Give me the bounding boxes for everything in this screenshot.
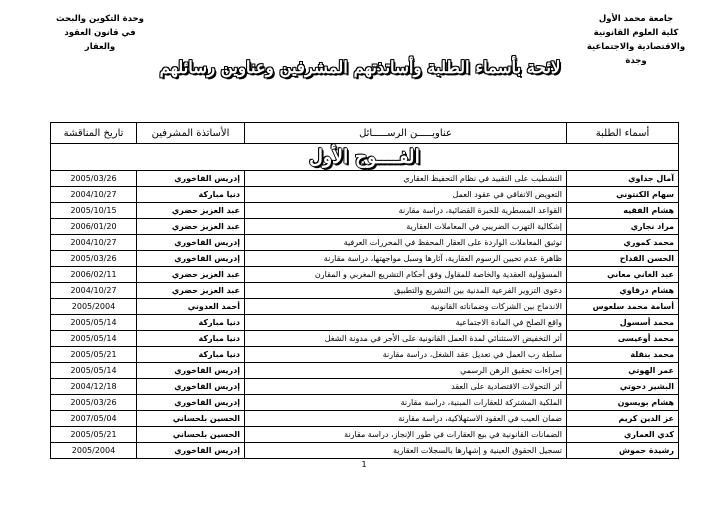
defense-date: 2007/05/04 [51, 411, 137, 427]
table-row [51, 267, 679, 283]
column-header-date: تاريخ المناقشة [51, 123, 137, 144]
supervisor-name: الحسين بلحساني [137, 427, 245, 443]
defense-date: 2005/2004 [51, 299, 137, 315]
thesis-title: واقع الصلح في المادة الاجتماعية [245, 315, 567, 331]
student-name: محمد كموري [567, 235, 679, 251]
defense-date: 2004/10/27 [51, 283, 137, 299]
defense-date: 2005/05/14 [51, 331, 137, 347]
table-row [51, 171, 679, 187]
thesis-title: ضمان العيب في العقود الاستهلاكية، دراسة مقارنة [245, 411, 567, 427]
student-name: أسامة محمد سلعوس [567, 299, 679, 315]
header-line: وحدة التكوين والبحث [56, 14, 144, 24]
supervisor-name: إدريس الفاخوري [137, 443, 245, 459]
supervisor-name: دنيا مباركة [137, 347, 245, 363]
section-title: الفــــوج الأول [51, 144, 679, 171]
table-row [51, 331, 679, 347]
supervisor-name: إدريس الفاخوري [137, 395, 245, 411]
table-row [51, 379, 679, 395]
supervisor-name: إدريس الفاخوري [137, 171, 245, 187]
thesis-title: إشكالية التهرب الضريبي في المعاملات العقارية [245, 219, 567, 235]
supervisor-name: عبد العزيز حضري [137, 219, 245, 235]
supervisor-name: عبد العزيز حضري [137, 283, 245, 299]
students-table [50, 122, 679, 459]
defense-date: 2004/10/27 [51, 235, 137, 251]
thesis-title: الاندماج بين الشركات وضماناته القانونية [245, 299, 567, 315]
defense-date: 2006/01/20 [51, 219, 137, 235]
university-header [576, 12, 696, 68]
student-name: هشام الفقيه [567, 203, 679, 219]
student-name: عز الدين كريم [567, 411, 679, 427]
student-name: رشيدة حموش [567, 443, 679, 459]
table-row [51, 363, 679, 379]
defense-date: 2005/2004 [51, 443, 137, 459]
supervisor-name: الحسين بلحساني [137, 411, 245, 427]
defense-date: 2005/10/15 [51, 203, 137, 219]
student-name: الحسن القداح [567, 251, 679, 267]
supervisor-name: إدريس الفاخوري [137, 363, 245, 379]
student-name: البشير دحوتي [567, 379, 679, 395]
table-row [51, 251, 679, 267]
student-name: محمد أوعيسى [567, 331, 679, 347]
table-row [51, 235, 679, 251]
supervisor-name: عبد العزيز حضري [137, 203, 245, 219]
supervisor-name: أحمد العدوني [137, 299, 245, 315]
student-name: آمال جداوي [567, 171, 679, 187]
defense-date: 2005/05/21 [51, 427, 137, 443]
header-line: والاقتصادية والاجتماعية [586, 42, 686, 52]
defense-date: 2005/05/21 [51, 347, 137, 363]
student-name: سهام الكنتوني [567, 187, 679, 203]
defense-date: 2005/05/14 [51, 363, 137, 379]
student-name: هشام درقاوي [567, 283, 679, 299]
table-row [51, 411, 679, 427]
defense-date: 2005/03/26 [51, 395, 137, 411]
column-header-name: أسماء الطلبة [567, 123, 679, 144]
thesis-title: التعويض الاتفاقي في عقود العمل [245, 187, 567, 203]
thesis-title: دعوى التزوير الفرعية المدنية بين التشريع والتطبيق [245, 283, 567, 299]
student-name: مراد نجاري [567, 219, 679, 235]
table-row [51, 395, 679, 411]
column-header-supervisor: الأساتذة المشرفين [137, 123, 245, 144]
supervisor-name: دنيا مباركة [137, 315, 245, 331]
section-row [51, 144, 679, 171]
supervisor-name: دنيا مباركة [137, 331, 245, 347]
thesis-title: المسؤولية العقدية والخاصة للمقاول وفق أحكام التشريع المغربي و المقارن [245, 267, 567, 283]
table-row [51, 347, 679, 363]
student-name: محمد أسسول [567, 315, 679, 331]
thesis-title: أثر التخفيض الاستثنائي لمدة العمل القانونية على الأجر في مدونة الشغل [245, 331, 567, 347]
supervisor-name: إدريس الفاخوري [137, 251, 245, 267]
defense-date: 2004/10/27 [51, 187, 137, 203]
student-name: عمر الهوتي [567, 363, 679, 379]
thesis-title: توثيق المعاملات الواردة على العقار المحفظ في المحررات العرفية [245, 235, 567, 251]
page-number: 1 [361, 460, 367, 469]
defense-date: 2005/03/26 [51, 171, 137, 187]
defense-date: 2004/12/18 [51, 379, 137, 395]
thesis-title: القواعد المسطرية للخبرة القضائية، دراسة مقارنة [245, 203, 567, 219]
table-row [51, 219, 679, 235]
header-line: جامعة محمد الأول [598, 14, 674, 24]
table-row [51, 427, 679, 443]
supervisor-name: إدريس الفاخوري [137, 235, 245, 251]
column-header-title: عناويـــــن الرســـــائل [245, 123, 567, 144]
table-row [51, 203, 679, 219]
thesis-title: الملكية المشتركة للعقارات المبنية، دراسة مقارنة [245, 395, 567, 411]
document-title: لائحة بأسماء الطلبة وأساتذتهم المشرفين وعناوين رسائلهم [159, 58, 561, 77]
unit-header [30, 12, 170, 54]
thesis-title: إجراءات تحقيق الرهن الرسمي [245, 363, 567, 379]
table-row [51, 187, 679, 203]
thesis-title: ظاهرة عدم تحيين الرسوم العقارية، آثارها وسبل مواجهتها، دراسة مقارنة [245, 251, 567, 267]
header-line: وجدة [625, 56, 647, 66]
defense-date: 2006/02/11 [51, 267, 137, 283]
table-header-row [51, 123, 679, 144]
thesis-title: أثر التحولات الاقتصادية على العقد [245, 379, 567, 395]
student-name: محمد بنقلة [567, 347, 679, 363]
student-name: كدي العماري [567, 427, 679, 443]
header-line: والعقار [84, 42, 116, 52]
table-row [51, 283, 679, 299]
table-row [51, 299, 679, 315]
supervisor-name: إدريس الفاخوري [137, 379, 245, 395]
thesis-title: سلطة رب العمل في تعديل عقد الشغل، دراسة مقارنة [245, 347, 567, 363]
student-name: عبد الغاني معاني [567, 267, 679, 283]
defense-date: 2005/03/26 [51, 251, 137, 267]
table-row [51, 315, 679, 331]
student-name: هشام بويسون [567, 395, 679, 411]
table-row [51, 443, 679, 459]
supervisor-name: عبد العزيز حضري [137, 267, 245, 283]
header-line: كلية العلوم القانونية [593, 28, 679, 38]
thesis-title: تسجيل الحقوق العينية و إشهارها بالسجلات العقارية [245, 443, 567, 459]
thesis-title: الضمانات القانونية في بيع العقارات في طور الإنجاز، دراسة مقارنة [245, 427, 567, 443]
defense-date: 2005/05/14 [51, 315, 137, 331]
thesis-title: التشطيب على التقييد في نظام التحفيظ العقاري [245, 171, 567, 187]
supervisor-name: دنيا مباركة [137, 187, 245, 203]
header-line: في قانون العقود [64, 28, 136, 38]
